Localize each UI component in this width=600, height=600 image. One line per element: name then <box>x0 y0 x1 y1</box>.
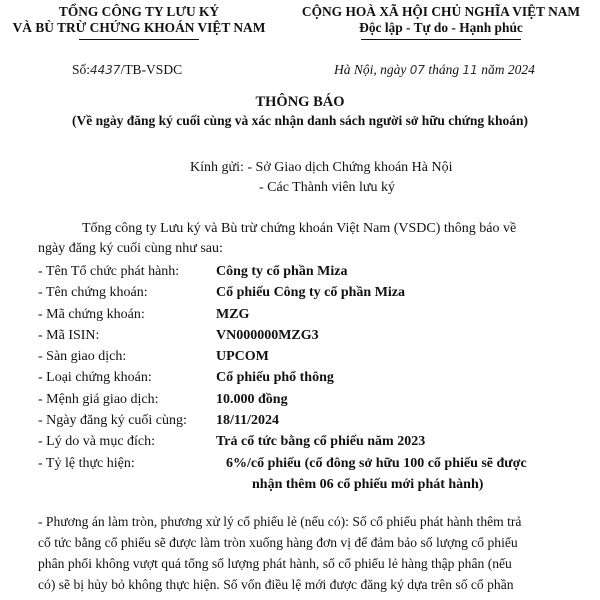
issuer-name-line1: TỔNG CÔNG TY LƯU KÝ <box>58 4 220 19</box>
date-month-handwritten: 11 <box>462 63 478 77</box>
detail-value: Cổ phiếu phổ thông <box>216 370 334 386</box>
detail-label: - Tên chứng khoán: <box>38 285 148 301</box>
recipients-block <box>190 158 453 198</box>
paragraph-line: cổ tức bằng cổ phiếu sẽ được làm tròn xuống hàng đơn vị để đảm bảo số lượng cổ phiếu <box>38 535 518 550</box>
doc-number-handwritten: 4437 <box>90 63 121 77</box>
detail-row-ratio <box>38 456 598 477</box>
issuer-underline <box>79 39 199 40</box>
detail-value: 10.000 đồng <box>216 391 288 407</box>
detail-row-purpose <box>38 434 598 455</box>
issuer-header <box>8 4 270 40</box>
intro-line: ngày đăng ký cuối cùng như sau: <box>38 241 223 256</box>
detail-label: - Lý do và mục đích: <box>38 434 156 450</box>
notice-subtitle: (Về ngày đăng ký cuối cùng và xác nhận danh sách người sở hữu chứng khoán) <box>71 113 528 128</box>
details-list <box>38 264 598 498</box>
detail-row-issuer <box>38 264 598 285</box>
detail-label: - Sàn giao dịch: <box>38 349 127 365</box>
detail-row-security-name <box>38 285 598 306</box>
detail-row-record-date <box>38 413 598 434</box>
detail-label: - Mệnh giá giao dịch: <box>38 391 159 407</box>
doc-number-prefix: Số: <box>72 62 91 77</box>
national-header <box>282 4 600 40</box>
date-year: năm 2024 <box>481 62 535 77</box>
recipients-prefix: Kính gửi: <box>190 160 244 175</box>
rounding-policy-paragraph <box>38 511 578 595</box>
detail-value: MZG <box>216 306 250 322</box>
detail-row-exchange <box>38 349 598 370</box>
date-day-handwritten: 07 <box>409 63 426 77</box>
detail-value: Trả cổ tức bằng cổ phiếu năm 2023 <box>216 434 426 450</box>
detail-value: VN000000MZG3 <box>216 327 319 343</box>
detail-value: 6%/cổ phiếu (cổ đông sở hữu 100 cổ phiếu sẽ được <box>226 455 527 471</box>
intro-line: Tổng công ty Lưu ký và Bù trừ chứng khoán Việt Nam (VSDC) thông báo về <box>82 221 517 236</box>
date-month-prefix: tháng <box>428 62 460 77</box>
detail-row-isin <box>38 328 598 349</box>
document-number <box>72 62 182 78</box>
detail-row-security-type <box>38 370 598 391</box>
issuer-name-line2: VÀ BÙ TRỪ CHỨNG KHOÁN VIỆT NAM <box>12 20 266 35</box>
detail-label: - Ngày đăng ký cuối cùng: <box>38 413 187 429</box>
date-line <box>334 62 535 78</box>
intro-paragraph <box>38 219 578 259</box>
motto-underline <box>361 39 521 40</box>
detail-value: 18/11/2024 <box>216 413 280 429</box>
detail-label: - Tỷ lệ thực hiện: <box>38 455 135 471</box>
paragraph-line: - Phương án làm tròn, phương xử lý cổ phiếu lẻ (nếu có): Số cổ phiếu phát hành thêm trả <box>38 514 522 529</box>
national-motto: Độc lập - Tự do - Hạnh phúc <box>359 20 523 35</box>
date-place-prefix: Hà Nội, ngày <box>334 62 407 77</box>
paragraph-line: phân phối không vượt quá tổng số lượng phát hành, số cổ phiếu lẻ hàng thập phân (nếu <box>38 556 512 571</box>
detail-label: - Loại chứng khoán: <box>38 370 152 386</box>
notice-title: THÔNG BÁO <box>255 94 345 110</box>
detail-label: - Mã ISIN: <box>38 327 100 343</box>
national-title: CỘNG HOÀ XÃ HỘI CHỦ NGHĨA VIỆT NAM <box>301 4 581 19</box>
detail-value: Công ty cổ phần Miza <box>216 264 348 279</box>
detail-value: Cổ phiếu Công ty cổ phần Miza <box>216 285 406 301</box>
doc-number-suffix: /TB-VSDC <box>120 62 183 77</box>
detail-value: UPCOM <box>216 349 269 365</box>
detail-row-par-value <box>38 392 598 413</box>
detail-label: - Mã chứng khoán: <box>38 306 145 322</box>
recipient-item: - Sở Giao dịch Chứng khoán Hà Nội <box>247 160 453 175</box>
paragraph-line: có) sẽ bị hủy bỏ không thực hiện. Số vốn điều lệ mới được đăng ký dựa trên số cổ phần <box>38 577 514 592</box>
detail-label: - Tên Tổ chức phát hành: <box>38 264 180 279</box>
detail-row-ticker <box>38 307 598 328</box>
detail-value-continuation: nhận thêm 06 cổ phiếu mới phát hành) <box>252 476 484 492</box>
recipient-item: - Các Thành viên lưu ký <box>259 180 396 195</box>
detail-row-ratio-continued <box>38 477 598 498</box>
